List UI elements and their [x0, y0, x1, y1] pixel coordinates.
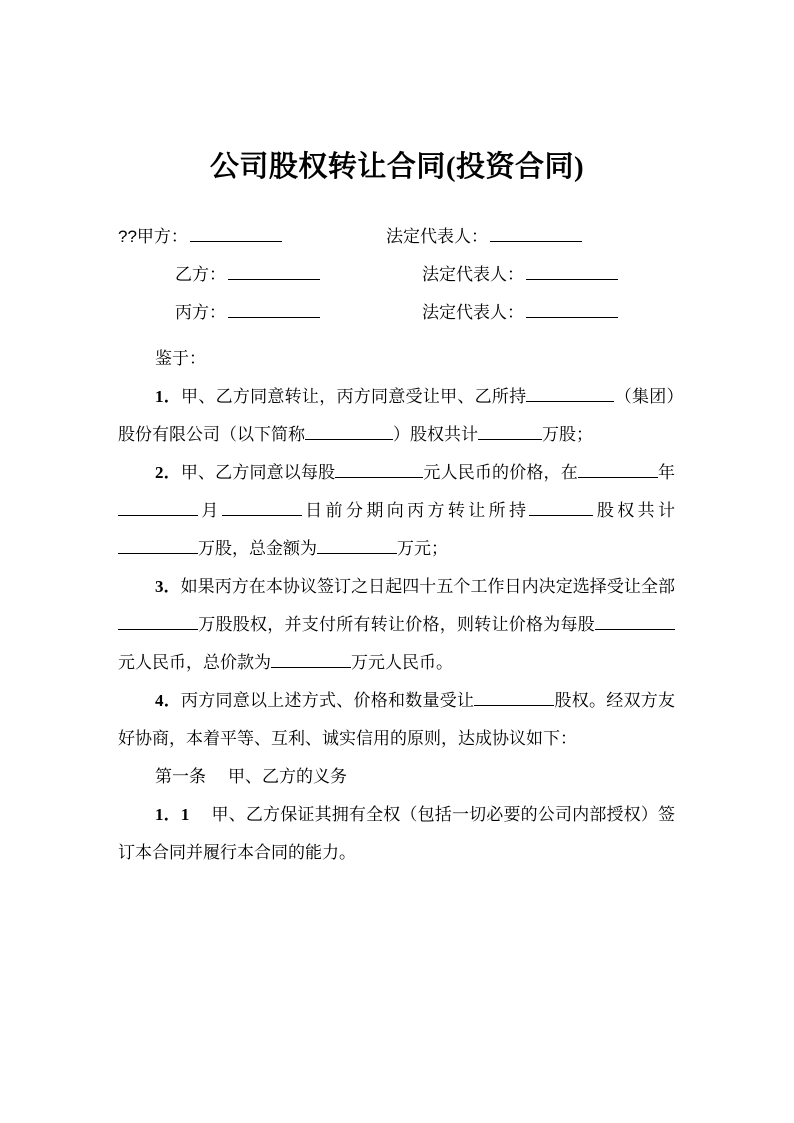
- clause-1-1-number: 1．1: [155, 805, 190, 824]
- party-prefix-marks: ??: [118, 227, 137, 246]
- recital-item-3-seg2: 万股股权，并支付所有转让价格，则转让价格为每股: [198, 615, 595, 634]
- party-row-jiafang: [118, 222, 678, 260]
- legal-rep-value-bingfang[interactable]: [526, 301, 618, 318]
- recital-item-1-seg2: （集团）股份有限公司（以下简称: [118, 387, 676, 444]
- recital-item-2-seg6: 股权共计: [593, 501, 676, 520]
- legal-rep-value-jiafang[interactable]: [490, 225, 582, 242]
- legal-rep-value-yifang[interactable]: [526, 263, 618, 280]
- party-value-yifang[interactable]: [228, 263, 320, 280]
- party-value-jiafang[interactable]: [190, 225, 282, 242]
- recital-item-1-blank-3[interactable]: [478, 423, 542, 440]
- party-right-bingfang: [386, 298, 620, 323]
- recital-item-2-seg5: 日前分期向丙方转让所持: [301, 501, 530, 520]
- legal-rep-label-jiafang: 法定代表人：: [386, 227, 488, 246]
- article-one-title: 甲、乙方的义务: [228, 767, 347, 786]
- article-one-number: 第一条: [155, 767, 206, 786]
- recital-item-2-seg2: 元人民币的价格，在: [423, 463, 578, 482]
- party-row-bingfang: [118, 298, 678, 336]
- recital-item-4: [118, 682, 675, 758]
- party-left-bingfang: [118, 298, 386, 323]
- recital-item-4-number: 4．: [155, 691, 181, 710]
- recital-item-2-seg3: 年: [657, 463, 676, 482]
- document-body: [118, 340, 675, 872]
- recital-item-2-blank-4[interactable]: [317, 537, 397, 554]
- recital-item-2-seg7: 万股，总金额为: [198, 539, 317, 558]
- party-left-jiafang: [118, 222, 386, 247]
- recital-item-4-seg2: 股权。经双方友好协商，本着平等、互利、诚实信用的原则，达成协议如下：: [118, 691, 675, 748]
- recital-item-2-blank-2[interactable]: [529, 499, 593, 516]
- article-one-heading: [118, 758, 675, 796]
- recital-item-3-blank-1[interactable]: [118, 613, 198, 630]
- recital-item-3-seg1: 如果丙方在本协议签订之日起四十五个工作日内决定选择受让全部: [180, 577, 676, 596]
- recital-item-2-blank-day[interactable]: [222, 499, 302, 516]
- party-left-yifang: [118, 260, 386, 285]
- page-title: 公司股权转让合同(投资合同): [209, 151, 585, 183]
- recital-item-2-seg1: 甲、乙方同意以每股: [180, 463, 336, 482]
- recital-item-1-seg3: ）股权共计: [393, 425, 478, 444]
- recital-item-2-blank-1[interactable]: [335, 461, 423, 478]
- legal-rep-label-yifang: 法定代表人：: [422, 265, 524, 284]
- recital-item-3-number: 3．: [155, 577, 181, 596]
- recital-item-1: [118, 378, 675, 454]
- party-label-yifang: 乙方：: [175, 265, 226, 284]
- article-one-clause-1-1: [118, 796, 675, 872]
- recital-item-3-blank-3[interactable]: [271, 651, 351, 668]
- recital-item-3-seg3: 元人民币，总价款为: [118, 653, 271, 672]
- recital-item-1-blank-1[interactable]: [526, 385, 614, 402]
- clause-1-1-text: 甲、乙方保证其拥有全权（包括一切必要的公司内部授权）签订本合同并履行本合同的能力。: [118, 805, 676, 862]
- party-right-jiafang: [386, 222, 584, 247]
- party-row-yifang: [118, 260, 678, 298]
- recital-item-3: [118, 568, 675, 682]
- recital-item-2-blank-year[interactable]: [578, 461, 658, 478]
- recital-item-1-number: 1．: [155, 387, 182, 406]
- recital-heading: [118, 340, 675, 378]
- party-label-bingfang: 丙方：: [175, 303, 226, 322]
- recital-item-3-blank-2[interactable]: [595, 613, 675, 630]
- recital-item-2-blank-3[interactable]: [118, 537, 198, 554]
- recital-item-2-seg8: 万元；: [397, 539, 448, 558]
- recital-heading-text: 鉴于：: [155, 349, 206, 368]
- recital-item-1-seg1: 甲、乙方同意转让，丙方同意受让甲、乙所持: [181, 387, 527, 406]
- party-value-bingfang[interactable]: [228, 301, 320, 318]
- party-right-yifang: [386, 260, 620, 285]
- legal-rep-label-bingfang: 法定代表人：: [422, 303, 524, 322]
- recital-item-4-seg1: 丙方同意以上述方式、价格和数量受让: [181, 691, 475, 710]
- recital-item-2: [118, 454, 675, 568]
- parties-block: [118, 222, 678, 336]
- recital-item-2-seg4: 月: [198, 501, 222, 520]
- recital-item-4-blank-1[interactable]: [474, 689, 554, 706]
- recital-item-2-number: 2．: [155, 463, 181, 482]
- recital-item-3-seg4: 万元人民币。: [351, 653, 453, 672]
- recital-item-1-seg4: 万股；: [542, 425, 593, 444]
- party-label-jiafang: 甲方：: [136, 227, 188, 246]
- recital-item-2-blank-month[interactable]: [118, 499, 198, 516]
- recital-item-1-blank-2[interactable]: [305, 423, 393, 440]
